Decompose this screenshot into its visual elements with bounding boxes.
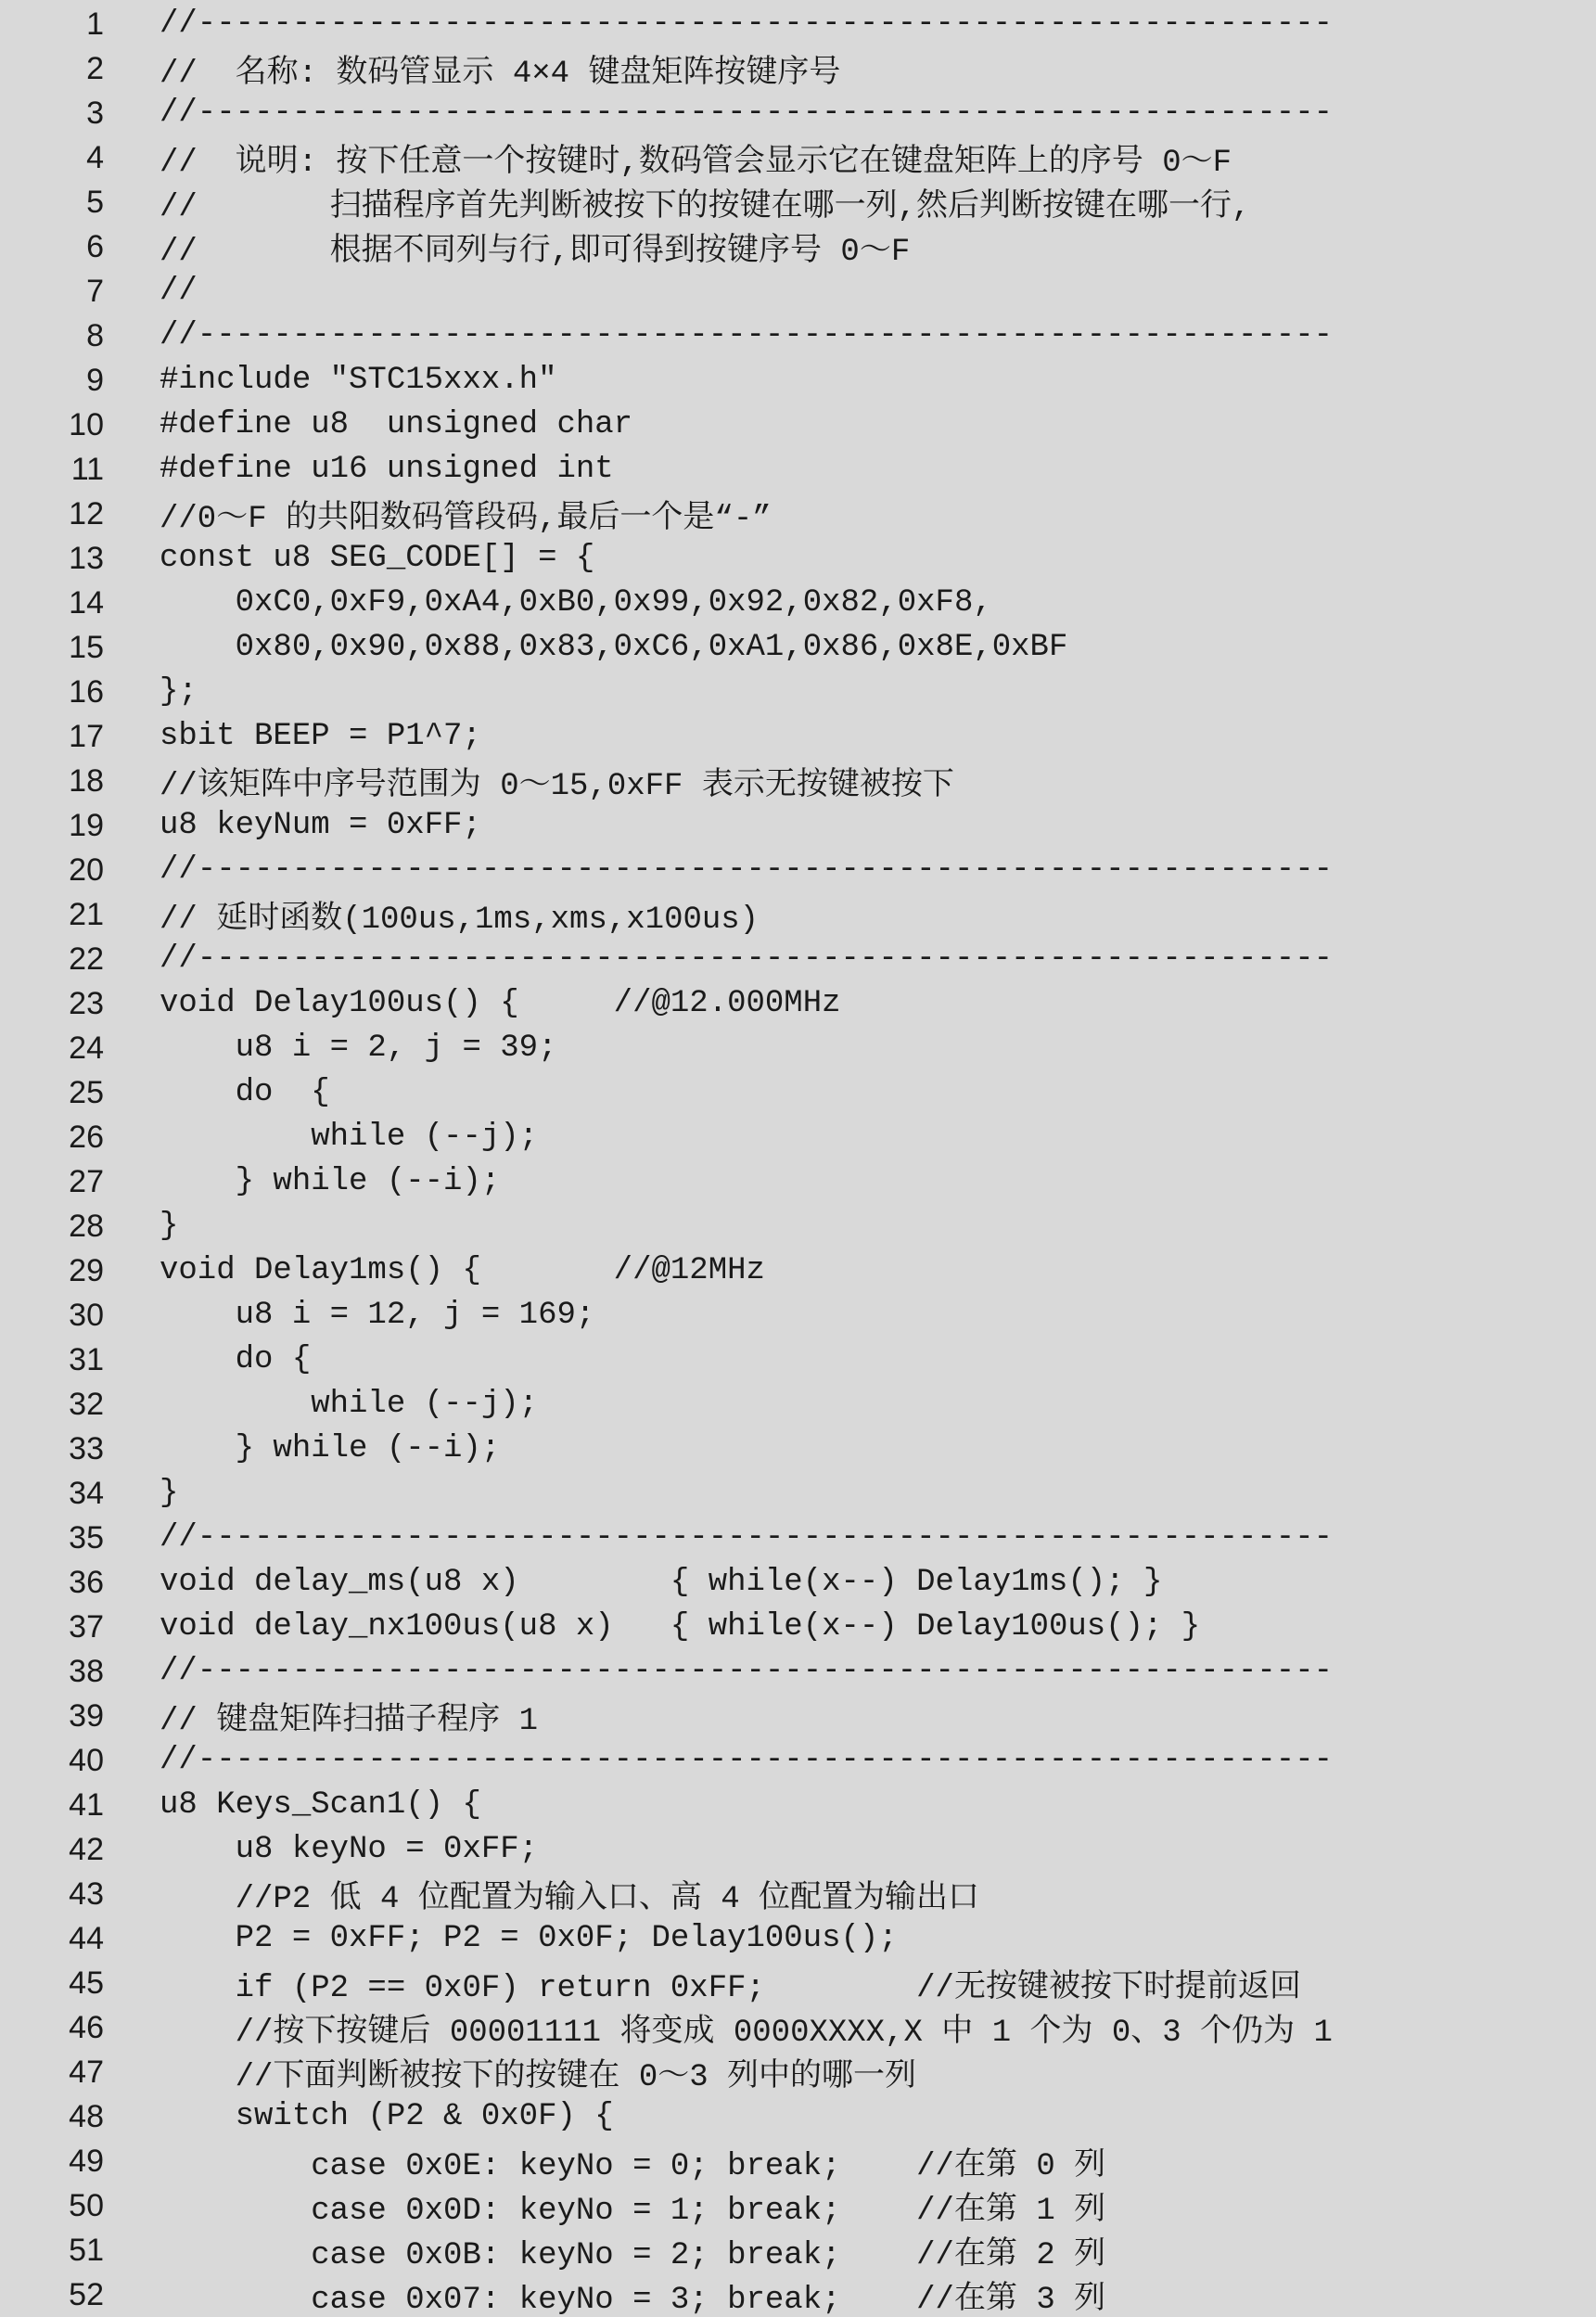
code-line [0, 2228, 1596, 2272]
line-number: 4 [86, 139, 104, 175]
code-line [0, 2272, 1596, 2317]
code-line [0, 1115, 1596, 1159]
code-text: // 扫描程序首先判断被按下的按键在哪一列,然后判断按键在哪一行, [160, 190, 1251, 224]
code-text: //------------------------------------------------------------ [160, 1520, 1334, 1555]
code-line [0, 803, 1596, 848]
line-number: 50 [69, 2187, 104, 2223]
line-number: 41 [69, 1786, 104, 1823]
code-line [0, 358, 1596, 403]
code-line [0, 1738, 1596, 1783]
line-number: 36 [69, 1564, 104, 1600]
code-line [0, 848, 1596, 892]
line-number: 20 [69, 851, 104, 888]
code-text: do { [160, 1342, 312, 1377]
code-line [0, 1560, 1596, 1605]
code-text: void Delay1ms() { //@12MHz [160, 1253, 765, 1288]
code-text: case 0x07: keyNo = 3; break; //在第 3 列 [160, 2283, 1106, 2317]
line-number: 21 [69, 896, 104, 932]
line-number: 8 [86, 317, 104, 353]
code-text: while (--j); [160, 1387, 539, 1422]
line-number: 7 [86, 273, 104, 309]
line-number: 25 [69, 1074, 104, 1110]
code-text: 0xC0,0xF9,0xA4,0xB0,0x99,0x92,0x82,0xF8, [160, 585, 992, 621]
code-text: } while (--i); [160, 1431, 501, 1466]
code-line [0, 2139, 1596, 2183]
code-line [0, 1694, 1596, 1738]
line-number: 9 [86, 362, 104, 398]
line-number: 37 [69, 1608, 104, 1645]
code-text: void delay_ms(u8 x) { while(x--) Delay1ms(); } [160, 1565, 1163, 1600]
code-text: // 延时函数(100us,1ms,xms,x100us) [160, 902, 760, 937]
code-line [0, 135, 1596, 180]
line-number: 22 [69, 941, 104, 977]
line-number: 3 [86, 95, 104, 131]
code-text: P2 = 0xFF; P2 = 0x0F; Delay100us(); [160, 1921, 898, 1956]
line-number: 2 [86, 50, 104, 86]
code-line [0, 1783, 1596, 1827]
code-text: u8 keyNum = 0xFF; [160, 808, 481, 843]
line-number: 52 [69, 2276, 104, 2312]
line-number: 34 [69, 1475, 104, 1511]
code-text: } [160, 1476, 179, 1511]
code-line [0, 937, 1596, 981]
code-line [0, 1204, 1596, 1248]
code-text: u8 i = 2, j = 39; [160, 1030, 557, 1066]
code-text: //------------------------------------------------------------ [160, 1743, 1334, 1778]
line-number: 35 [69, 1519, 104, 1555]
code-text: case 0x0E: keyNo = 0; break; //在第 0 列 [160, 2149, 1106, 2183]
line-number: 43 [69, 1875, 104, 1912]
code-text: // 键盘矩阵扫描子程序 1 [160, 1704, 539, 1738]
code-text: //该矩阵中序号范围为 0～15,0xFF 表示无按键被按下 [160, 769, 954, 803]
code-line [0, 1516, 1596, 1560]
code-line [0, 625, 1596, 670]
code-text: //0～F 的共阳数码管段码,最后一个是“-” [160, 502, 772, 536]
line-number: 15 [69, 629, 104, 665]
code-line [0, 314, 1596, 358]
code-line [0, 1427, 1596, 1471]
line-number: 45 [69, 1965, 104, 2001]
line-number: 24 [69, 1030, 104, 1066]
code-line [0, 581, 1596, 625]
code-text: case 0x0D: keyNo = 1; break; //在第 1 列 [160, 2194, 1106, 2228]
code-line [0, 714, 1596, 759]
code-line [0, 1026, 1596, 1070]
code-text: u8 keyNo = 0xFF; [160, 1832, 539, 1867]
line-number: 5 [86, 184, 104, 220]
code-line [0, 2050, 1596, 2094]
code-text: do { [160, 1075, 330, 1110]
line-number: 31 [69, 1341, 104, 1377]
line-number: 28 [69, 1208, 104, 1244]
code-line [0, 180, 1596, 224]
code-text: //------------------------------------------------------------ [160, 1654, 1334, 1689]
code-line [0, 892, 1596, 937]
code-line [0, 759, 1596, 803]
line-number: 40 [69, 1742, 104, 1778]
code-text: void Delay100us() { //@12.000MHz [160, 986, 841, 1021]
code-text: //------------------------------------------------------------ [160, 318, 1334, 353]
code-text: const u8 SEG_CODE[] = { [160, 541, 595, 576]
code-text: }; [160, 674, 198, 710]
code-line [0, 269, 1596, 314]
code-text: //下面判断被按下的按键在 0～3 列中的哪一列 [160, 2060, 917, 2094]
line-number: 14 [69, 584, 104, 621]
line-number: 27 [69, 1163, 104, 1199]
code-line [0, 2094, 1596, 2139]
code-line [0, 1649, 1596, 1694]
code-text: // [160, 274, 198, 309]
code-text: } [160, 1209, 179, 1244]
code-text: //------------------------------------------------------------ [160, 852, 1334, 888]
code-text: //------------------------------------------------------------ [160, 96, 1334, 131]
code-line [0, 2183, 1596, 2228]
line-number: 1 [86, 6, 104, 42]
line-number: 32 [69, 1386, 104, 1422]
line-number: 51 [69, 2232, 104, 2268]
code-text: while (--j); [160, 1120, 539, 1155]
line-number: 11 [70, 451, 104, 487]
line-number: 19 [69, 807, 104, 843]
line-number: 13 [69, 540, 104, 576]
code-text: //按下按键后 00001111 将变成 0000XXXX,X 中 1 个为 0、3 个仍为 1 [160, 2016, 1333, 2050]
line-number: 46 [69, 2009, 104, 2045]
line-number: 30 [69, 1297, 104, 1333]
code-line [0, 1248, 1596, 1293]
line-number: 18 [69, 762, 104, 799]
code-text: case 0x0B: keyNo = 2; break; //在第 2 列 [160, 2238, 1106, 2272]
code-line [0, 1605, 1596, 1649]
code-line [0, 91, 1596, 135]
code-text: // 说明: 按下任意一个按键时,数码管会显示它在键盘矩阵上的序号 0～F [160, 146, 1232, 180]
code-text: sbit BEEP = P1^7; [160, 719, 481, 754]
line-number: 48 [69, 2098, 104, 2134]
line-number: 23 [69, 985, 104, 1021]
code-text: // 名称: 数码管显示 4×4 键盘矩阵按键序号 [160, 57, 841, 91]
line-number: 47 [69, 2054, 104, 2090]
code-line [0, 447, 1596, 492]
line-number: 42 [69, 1831, 104, 1867]
code-text: //P2 低 4 位配置为输入口、高 4 位配置为输出口 [160, 1882, 980, 1916]
code-line [0, 1827, 1596, 1872]
code-line [0, 2, 1596, 46]
code-text: 0x80,0x90,0x88,0x83,0xC6,0xA1,0x86,0x8E,0xBF [160, 630, 1068, 665]
line-number: 16 [69, 673, 104, 710]
code-line [0, 1382, 1596, 1427]
line-number: 29 [69, 1252, 104, 1288]
code-line [0, 403, 1596, 447]
code-line [0, 536, 1596, 581]
code-line [0, 1293, 1596, 1338]
line-number: 6 [86, 228, 104, 264]
code-text: } while (--i); [160, 1164, 501, 1199]
code-text: #define u16 unsigned int [160, 452, 614, 487]
code-line [0, 224, 1596, 269]
line-number: 17 [69, 718, 104, 754]
code-text: switch (P2 & 0x0F) { [160, 2099, 614, 2134]
code-line [0, 1471, 1596, 1516]
code-line [0, 670, 1596, 714]
line-number: 44 [69, 1920, 104, 1956]
code-text: u8 Keys_Scan1() { [160, 1787, 481, 1823]
code-line [0, 1872, 1596, 1916]
code-line [0, 1338, 1596, 1382]
code-line [0, 46, 1596, 91]
line-number: 38 [69, 1653, 104, 1689]
code-line [0, 1916, 1596, 1961]
code-line [0, 1961, 1596, 2005]
code-text: u8 i = 12, j = 169; [160, 1298, 595, 1333]
line-number: 39 [69, 1697, 104, 1734]
line-number: 33 [69, 1430, 104, 1466]
code-text: // 根据不同列与行,即可得到按键序号 0～F [160, 235, 911, 269]
code-line [0, 1070, 1596, 1115]
line-number: 26 [69, 1119, 104, 1155]
code-text: #include "STC15xxx.h" [160, 363, 557, 398]
code-text: //------------------------------------------------------------ [160, 941, 1334, 977]
code-text: #define u8 unsigned char [160, 407, 633, 442]
code-text: void delay_nx100us(u8 x) { while(x--) Delay100us(); } [160, 1609, 1201, 1645]
line-number: 10 [69, 406, 104, 442]
code-text: //------------------------------------------------------------ [160, 6, 1334, 42]
code-text: if (P2 == 0x0F) return 0xFF; //无按键被按下时提前返回 [160, 1971, 1301, 2005]
code-line [0, 981, 1596, 1026]
line-number: 49 [69, 2143, 104, 2179]
code-line [0, 1159, 1596, 1204]
line-number: 12 [69, 495, 104, 531]
code-line [0, 492, 1596, 536]
code-line [0, 2005, 1596, 2050]
